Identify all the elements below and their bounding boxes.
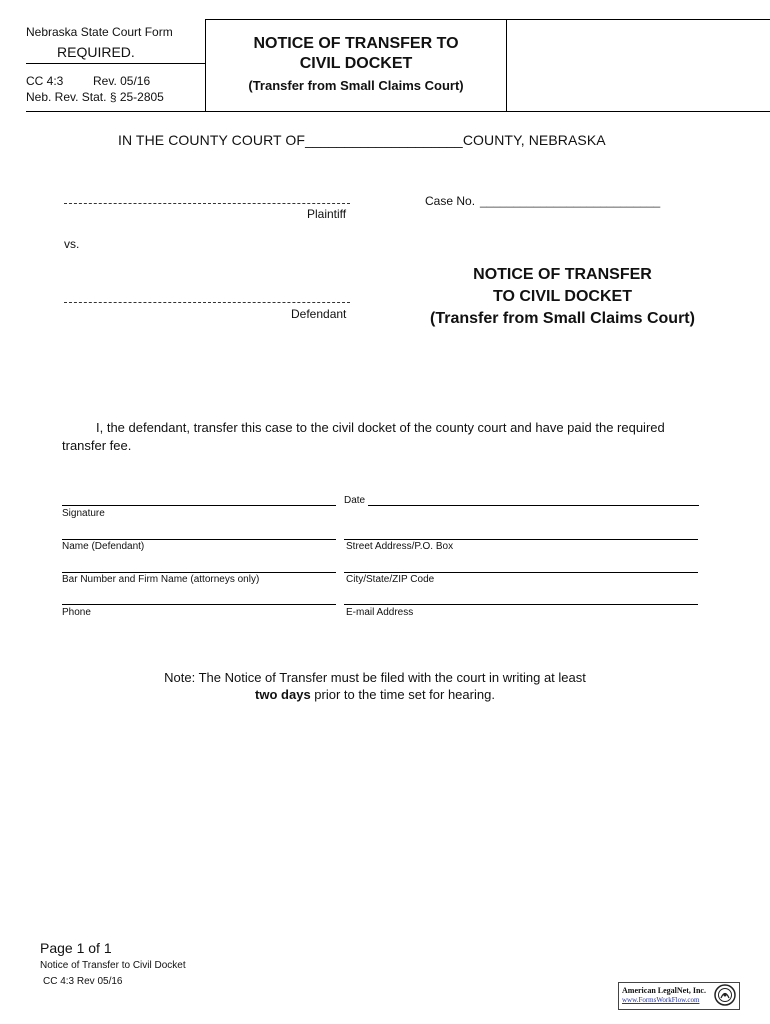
case-no-label: Case No. — [425, 194, 476, 208]
date-line[interactable] — [368, 505, 699, 506]
defendant-label: Defendant — [291, 307, 347, 321]
form-number: CC 4:3 — [26, 74, 64, 88]
versus-label: vs. — [64, 237, 80, 251]
note-line1: Note: The Notice of Transfer must be filed with the court in writing at least — [164, 670, 586, 685]
form-title-line1: NOTICE OF TRANSFER TO — [253, 35, 459, 52]
court-heading — [118, 132, 606, 148]
court-suffix: COUNTY, NEBRASKA — [462, 132, 606, 148]
defendant-line[interactable] — [64, 302, 350, 304]
form-subtitle: (Transfer from Small Claims Court) — [248, 78, 464, 93]
header-top-rule — [205, 19, 770, 20]
publisher-link[interactable]: www.FormsWorkFlow.com — [622, 996, 700, 1004]
page-number: Page 1 of 1 — [40, 940, 112, 956]
filing-note — [100, 669, 650, 703]
city-label: City/State/ZIP Code — [346, 574, 435, 585]
plaintiff-label: Plaintiff — [307, 207, 347, 221]
note-line2 — [100, 686, 650, 703]
phone-line[interactable] — [62, 604, 336, 605]
statement-line2: transfer fee. — [62, 438, 132, 453]
required-label: REQUIRED. — [57, 44, 135, 60]
notice-title-line2: TO CIVIL DOCKET — [493, 288, 632, 305]
form-state-label: Nebraska State Court Form — [26, 25, 173, 39]
form-revision: Rev. 05/16 — [93, 74, 151, 88]
phone-label: Phone — [62, 607, 91, 618]
footer-form-name: Notice of Transfer to Civil Docket — [40, 960, 186, 971]
note-line2-rest: prior to the time set for hearing. — [310, 687, 495, 702]
signature-label: Signature — [62, 508, 105, 519]
note-emphasis: two days — [255, 687, 311, 702]
case-no-field[interactable]: ___________________________ — [480, 194, 661, 208]
notice-title — [410, 264, 715, 330]
street-line[interactable] — [344, 539, 698, 540]
form-title-line2: CIVIL DOCKET — [299, 55, 413, 72]
statement-line1: I, the defendant, transfer this case to the civil docket of the county court and have paid the required — [96, 420, 665, 435]
signature-line[interactable] — [62, 505, 336, 506]
email-line[interactable] — [344, 604, 698, 605]
street-label: Street Address/P.O. Box — [346, 541, 454, 552]
plaintiff-line[interactable] — [64, 203, 350, 205]
bar-number-line[interactable] — [62, 572, 336, 573]
form-title — [205, 34, 507, 74]
publisher-name: American LegalNet, Inc. — [622, 986, 706, 995]
publisher-emblem-icon — [714, 984, 736, 1006]
notice-title-line3: (Transfer from Small Claims Court) — [430, 310, 695, 327]
bar-number-label: Bar Number and Firm Name (attorneys only) — [62, 574, 260, 585]
city-line[interactable] — [344, 572, 698, 573]
court-prefix: IN THE COUNTY COURT OF — [118, 132, 306, 148]
name-line[interactable] — [62, 539, 336, 540]
footer-form-rev: CC 4:3 Rev 05/16 — [43, 976, 123, 987]
header-bottom-rule — [26, 111, 770, 112]
notice-title-line1: NOTICE OF TRANSFER — [473, 266, 652, 283]
statute-reference: Neb. Rev. Stat. § 25-2805 — [26, 90, 164, 104]
county-blank[interactable]: ____________________ — [305, 132, 463, 148]
transfer-statement — [62, 419, 722, 455]
required-underline — [26, 63, 205, 64]
date-label: Date — [344, 495, 366, 506]
email-label: E-mail Address — [346, 607, 414, 618]
name-label: Name (Defendant) — [62, 541, 145, 552]
